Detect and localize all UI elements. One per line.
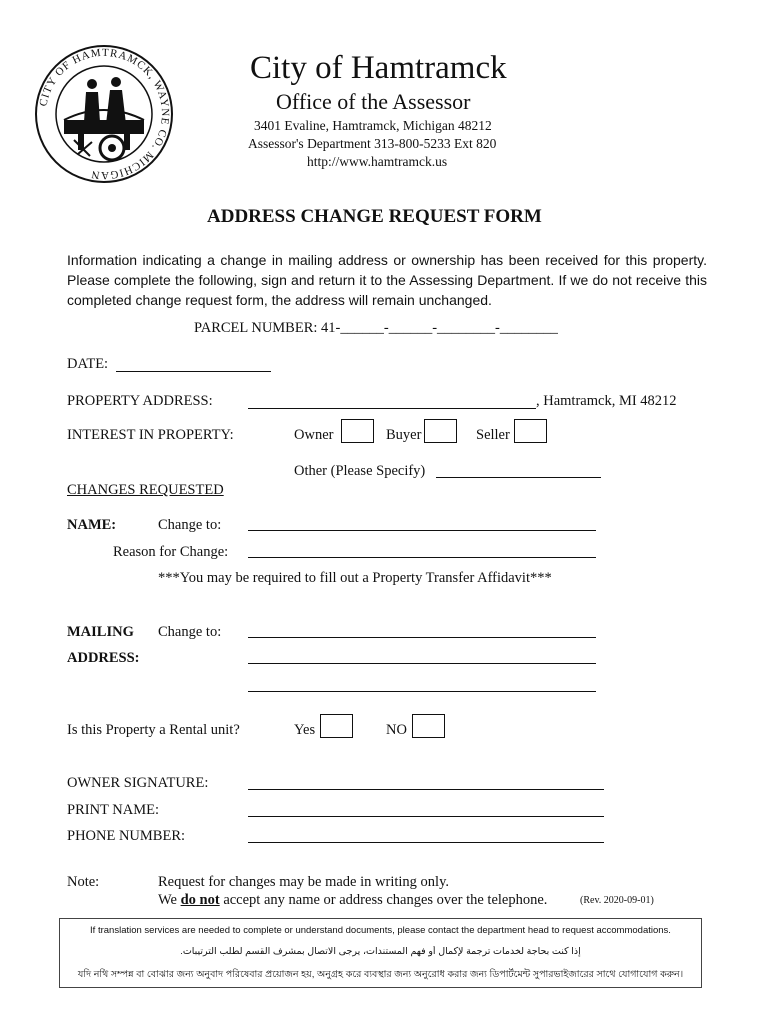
rental-question: Is this Property a Rental unit? [67,722,240,738]
print-name-field[interactable] [248,816,604,817]
mailing-address-line-3[interactable] [248,691,596,692]
buyer-label: Buyer [386,427,422,443]
affidavit-note: ***You may be required to fill out a Property Transfer Affidavit*** [158,570,552,586]
intro-paragraph: Information indicating a change in mailing address or ownership has been received for this property. Please complete the following, sign and return it to the Assessing Department. If we do not receive this completed change request form, the address will remain unchanged. [67,252,707,308]
mailing-change-to-label: Change to: [158,624,222,640]
revision-date: (Rev. 2020-09-01) [580,895,654,906]
changes-requested-heading: CHANGES REQUESTED [67,482,224,498]
reason-field[interactable] [248,557,596,558]
note-line-2-pre: We [158,892,181,908]
owner-signature-field[interactable] [248,789,604,790]
parcel-number-label: PARCEL NUMBER: 41-______-______-________-________ [194,320,558,336]
note-line-1: Request for changes may be made in writing only. [158,874,449,890]
seller-checkbox[interactable] [514,419,547,443]
rental-yes-checkbox[interactable] [320,714,353,738]
other-label: Other (Please Specify) [294,463,426,479]
other-field[interactable] [436,477,601,478]
print-name-label: PRINT NAME: [67,802,159,818]
no-label: NO [386,722,407,738]
translation-english: If translation services are needed to complete or understand documents, please contact the department head to request accommodations. [90,925,671,936]
city-seal-logo [34,44,174,184]
svg-text:CITY OF HAMTRAMCK, WAYNE CO. M [37,47,171,181]
note-line-2 [158,892,547,909]
yes-label: Yes [294,722,316,738]
mailing-label: MAILING [67,624,134,640]
seller-label: Seller [476,427,510,443]
mailing-address-line-2[interactable] [248,663,596,664]
name-label: NAME: [67,517,117,533]
property-address-label: PROPERTY ADDRESS: [67,393,213,409]
mailing-address-line-1[interactable] [248,637,596,638]
department-phone: Assessor's Department 313-800-5233 Ext 820 [248,136,497,151]
note-emphasis: do not [180,892,220,908]
phone-number-field[interactable] [248,842,604,843]
reason-label: Reason for Change: [113,544,229,560]
rental-no-checkbox[interactable] [412,714,445,738]
city-name: City of Hamtramck [250,50,507,86]
owner-checkbox[interactable] [341,419,374,443]
property-address-field[interactable] [248,408,536,409]
seal-text: CITY OF HAMTRAMCK, WAYNE CO. MICHIGAN [37,46,172,182]
form-title: ADDRESS CHANGE REQUEST FORM [207,206,542,227]
website-link[interactable]: http://www.hamtramck.us [307,154,448,169]
owner-signature-label: OWNER SIGNATURE: [67,775,209,791]
note-line-2-post: accept any name or address changes over the telephone. [219,892,548,908]
office-name: Office of the Assessor [276,89,471,114]
translation-bengali: যদি নথি সম্পন্ন বা বোঝার জন্য অনুবাদ পরিষেবার প্রয়োজন হয়, অনুগ্রহ করে ব্যবস্থার জন্য অনুরোধ করার জন্য ডিপার্টমেন্ট সুপারভাইজারের সাথে যোগাযোগ করুন। [77,969,684,980]
phone-number-label: PHONE NUMBER: [67,828,186,844]
translation-arabic: إذا كنت بحاجة لخدمات ترجمة لإكمال أو فهم المستندات، يرجى الاتصال بمشرف القسم لطلب الترتيبات. [180,946,581,957]
street-address: 3401 Evaline, Hamtramck, Michigan 48212 [254,118,492,133]
name-change-to-label: Change to: [158,517,222,533]
address-label: ADDRESS: [67,650,140,666]
date-label: DATE: [67,356,109,372]
name-change-field[interactable] [248,530,596,531]
date-field[interactable] [116,371,271,372]
owner-label: Owner [294,427,334,443]
translation-notice-box [59,918,702,988]
interest-label: INTEREST IN PROPERTY: [67,427,234,443]
buyer-checkbox[interactable] [424,419,457,443]
property-address-city: , Hamtramck, MI 48212 [536,393,677,409]
note-label: Note: [67,874,100,890]
